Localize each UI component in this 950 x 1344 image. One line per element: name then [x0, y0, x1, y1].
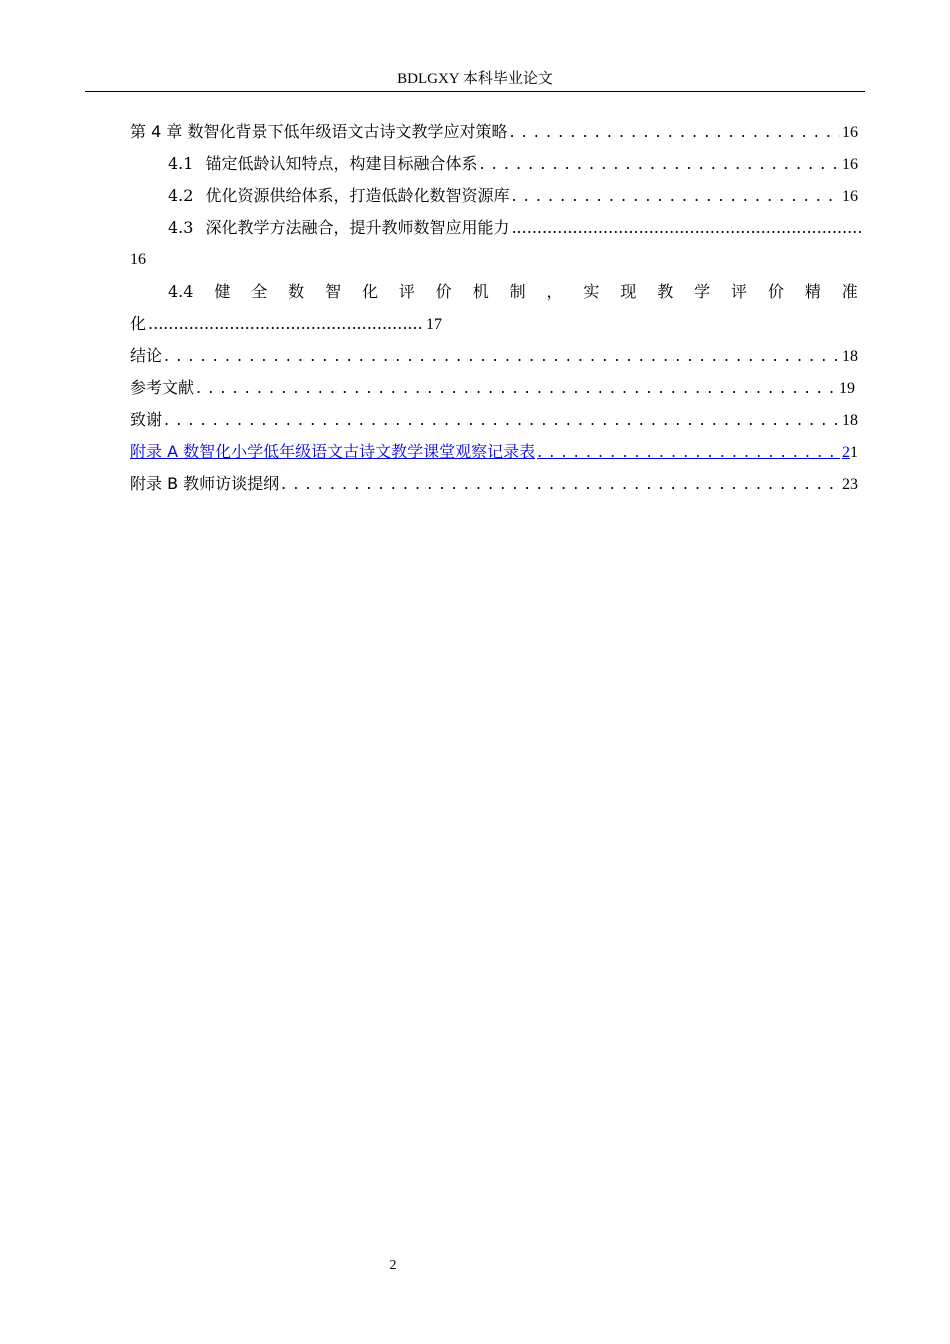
toc-entry-chapter-4[interactable]: [130, 116, 858, 148]
toc-char: 准: [841, 282, 858, 301]
page-header: BDLGXY 本科毕业论文: [397, 71, 553, 87]
toc-entry-label: 附录 B 教师访谈提纲: [130, 474, 280, 493]
toc-entry-second-line: [130, 308, 858, 340]
toc-char: 现: [620, 282, 637, 301]
toc-entry-label: 参考文献: [130, 378, 195, 397]
toc-entry-label: 结论: [130, 346, 163, 365]
toc-leader: [164, 340, 840, 372]
toc-char: ，: [546, 282, 563, 301]
toc-entry-references[interactable]: [130, 372, 858, 404]
toc-leader: [196, 372, 837, 404]
toc-entry-page: 16: [130, 251, 146, 268]
toc-entry-appendix-a-link[interactable]: [130, 436, 858, 468]
toc-entry-label-tail: 化: [130, 314, 147, 333]
toc-char: 化: [361, 282, 378, 301]
toc-leader: [479, 148, 840, 180]
toc-entry-appendix-b[interactable]: [130, 468, 858, 500]
toc-char: 价: [435, 282, 452, 301]
table-of-contents: [130, 116, 858, 500]
toc-entry-page: 18: [842, 412, 858, 429]
toc-entry-number: 4.1: [168, 154, 194, 173]
toc-entry-page-linked[interactable]: 2: [842, 444, 850, 461]
toc-char: 全: [251, 282, 268, 301]
toc-char: 教: [657, 282, 674, 301]
toc-char: 智: [325, 282, 342, 301]
toc-leader: [509, 116, 840, 148]
toc-char: 评: [398, 282, 415, 301]
page-number: 2: [389, 1258, 397, 1273]
toc-entry-label: 致谢: [130, 410, 163, 429]
toc-leader: [148, 308, 424, 340]
toc-entry-label: 第 4 章 数智化背景下低年级语文古诗文教学应对策略: [130, 122, 508, 141]
toc-entry-4-3[interactable]: [130, 212, 858, 276]
toc-entry-justified-text: [168, 276, 858, 308]
toc-leader: [537, 436, 840, 468]
toc-entry-page: 16: [842, 156, 858, 173]
toc-entry-label: 锚定低龄认知特点，构建目标融合体系: [205, 154, 478, 173]
toc-entry-number: 4.4: [168, 282, 194, 301]
toc-char: 实: [583, 282, 600, 301]
toc-entry-first-line: [130, 276, 858, 308]
toc-entry-page: 23: [842, 476, 858, 493]
toc-entry-number: 4.2: [168, 186, 194, 205]
toc-entry-label[interactable]: 附录 A 数智化小学低年级语文古诗文教学课堂观察记录表: [130, 442, 536, 461]
toc-entry-page: 16: [842, 124, 858, 141]
toc-entry-4-4[interactable]: [130, 276, 858, 340]
toc-char: 制: [509, 282, 526, 301]
toc-entry-page: 16: [842, 188, 858, 205]
header-rule: [85, 91, 865, 92]
toc-entry-page-tail: 1: [850, 444, 858, 461]
toc-entry-label: 优化资源供给体系，打造低龄化数智资源库: [205, 186, 510, 205]
toc-entry-number: 4.3: [168, 218, 194, 237]
toc-leader: [511, 212, 864, 244]
toc-entry-page: 18: [842, 348, 858, 365]
toc-char: 评: [731, 282, 748, 301]
toc-entry-conclusion[interactable]: [130, 340, 858, 372]
toc-char: 价: [767, 282, 784, 301]
toc-entry-4-1[interactable]: [130, 148, 858, 180]
toc-entry-page: 19: [839, 380, 855, 397]
toc-leader: [164, 404, 840, 436]
toc-char: 机: [472, 282, 489, 301]
toc-char: 学: [694, 282, 711, 301]
toc-char: 精: [804, 282, 821, 301]
toc-entry-4-2[interactable]: [130, 180, 858, 212]
toc-leader: [511, 180, 840, 212]
toc-entry-page: 17: [426, 316, 443, 333]
toc-char: 健: [214, 282, 231, 301]
toc-entry-first-line: [130, 212, 866, 244]
toc-entry-acknowledgements[interactable]: [130, 404, 858, 436]
toc-char: 数: [288, 282, 305, 301]
toc-entry-second-line: [130, 244, 858, 276]
toc-leader: [281, 468, 840, 500]
toc-entry-label: 深化教学方法融合，提升教师数智应用能力: [205, 218, 510, 237]
